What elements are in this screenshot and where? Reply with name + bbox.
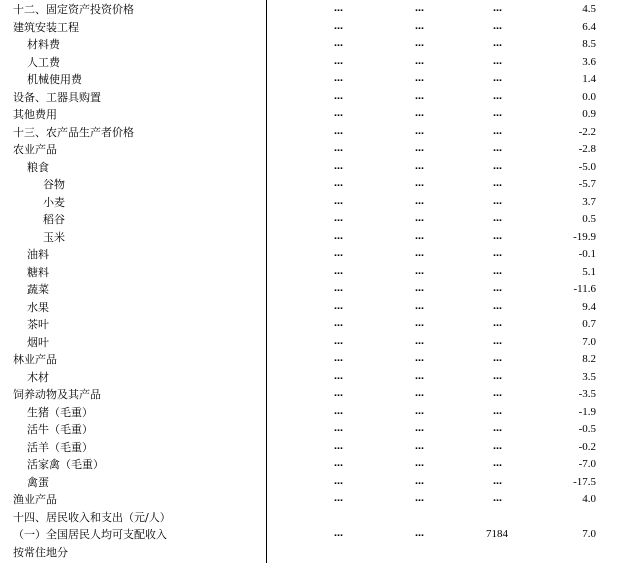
cell-c3: … xyxy=(493,161,501,172)
cell-c3: … xyxy=(493,196,501,207)
cell-c2: … xyxy=(415,319,423,329)
row-label: 设备、工器具购置 xyxy=(13,90,101,104)
cell-c2: … xyxy=(415,21,423,32)
table-row xyxy=(0,439,641,457)
row-label: 材料费 xyxy=(27,38,60,51)
cell-c2: … xyxy=(415,336,423,347)
cell-c2: … xyxy=(415,266,423,277)
row-label: 十四、居民收入和支出（元/人） xyxy=(13,510,171,524)
row-label: 木材 xyxy=(27,370,49,384)
table-row xyxy=(0,474,641,492)
cell-value: 1.4 xyxy=(582,73,596,85)
cell-c1: … xyxy=(334,389,342,399)
cell-c1: … xyxy=(334,354,342,364)
row-label: 蔬菜 xyxy=(27,283,49,296)
cell-c3: … xyxy=(493,39,501,49)
cell-c2: … xyxy=(415,39,423,49)
cell-c1: … xyxy=(334,406,342,417)
cell-value: 0.7 xyxy=(582,318,596,330)
cell-c2: … xyxy=(415,161,423,172)
cell-c3: … xyxy=(493,126,501,137)
cell-c1: … xyxy=(334,21,342,32)
row-label: 生猪（毛重） xyxy=(27,405,93,419)
row-label: 林业产品 xyxy=(13,353,57,366)
table-row xyxy=(0,264,641,282)
cell-c1: … xyxy=(334,529,342,539)
table-row xyxy=(0,369,641,387)
cell-c3: … xyxy=(493,179,501,189)
table-row xyxy=(0,404,641,422)
cell-c2: … xyxy=(415,74,423,84)
table-row xyxy=(0,211,641,229)
cell-value: 3.7 xyxy=(582,195,596,208)
row-label: 十三、农产品生产者价格 xyxy=(13,125,134,139)
row-label: 烟叶 xyxy=(27,335,49,349)
cell-c1: … xyxy=(334,476,342,487)
cell-c3: … xyxy=(493,56,501,67)
row-label: 农业产品 xyxy=(13,143,57,156)
cell-value: -5.7 xyxy=(578,178,596,190)
cell-c3: … xyxy=(493,459,501,469)
cell-c1: … xyxy=(334,126,342,137)
cell-value: 7.0 xyxy=(582,335,596,348)
cell-c3: … xyxy=(493,4,501,14)
table-row xyxy=(0,89,641,107)
cell-c1: … xyxy=(334,494,342,504)
row-label: 活家禽（毛重） xyxy=(27,458,104,471)
cell-c3: … xyxy=(493,336,501,347)
table-row xyxy=(0,386,641,404)
cell-c3: … xyxy=(493,371,501,382)
cell-c3: … xyxy=(493,441,501,452)
cell-c2: … xyxy=(415,406,423,417)
cell-value: 3.5 xyxy=(582,370,596,383)
cell-value: -5.0 xyxy=(578,160,596,173)
table-row xyxy=(0,351,641,369)
cell-value: 4.0 xyxy=(582,493,596,505)
cell-c2: … xyxy=(415,214,423,224)
cell-value: -0.1 xyxy=(578,248,596,260)
row-label: 按常住地分 xyxy=(13,545,68,559)
cell-c1: … xyxy=(334,424,342,434)
cell-value: -17.5 xyxy=(573,475,596,488)
cell-c3: … xyxy=(493,74,501,84)
cell-c1: … xyxy=(334,161,342,172)
cell-c3: … xyxy=(493,91,501,102)
cell-value: -2.8 xyxy=(578,143,596,155)
row-label: 粮食 xyxy=(27,160,49,174)
table-row xyxy=(0,246,641,264)
cell-value: 5.1 xyxy=(582,265,596,278)
cell-value: -0.2 xyxy=(578,440,596,453)
table-row xyxy=(0,71,641,89)
cell-c3: … xyxy=(493,214,501,224)
cell-c2: … xyxy=(415,284,423,294)
cell-c1: … xyxy=(334,74,342,84)
cell-c3: … xyxy=(493,354,501,364)
cell-c2: … xyxy=(415,301,423,312)
row-label: 其他费用 xyxy=(13,108,57,121)
cell-value: -7.0 xyxy=(578,458,596,470)
table-row xyxy=(0,141,641,159)
row-label: 禽蛋 xyxy=(27,475,49,489)
table-row xyxy=(0,124,641,142)
row-label: 建筑安装工程 xyxy=(13,20,79,34)
table-row xyxy=(0,19,641,37)
table-row xyxy=(0,526,641,544)
cell-c3: … xyxy=(493,424,501,434)
cell-value: -3.5 xyxy=(578,388,596,400)
cell-c3: … xyxy=(493,406,501,417)
cell-c2: … xyxy=(415,249,423,259)
cell-c3: … xyxy=(493,389,501,399)
cell-c2: … xyxy=(415,144,423,154)
cell-value: -11.6 xyxy=(573,283,596,295)
cell-value: 8.2 xyxy=(582,353,596,365)
cell-c2: … xyxy=(415,459,423,469)
row-label: 水果 xyxy=(27,300,49,314)
cell-c3: … xyxy=(493,476,501,487)
row-label: 油料 xyxy=(27,248,49,261)
row-label: （一）全国居民人均可支配收入 xyxy=(13,528,167,541)
cell-c3: 7184 xyxy=(486,528,508,540)
cell-c1: … xyxy=(334,319,342,329)
cell-c1: … xyxy=(334,179,342,189)
table-row xyxy=(0,544,641,562)
cell-c1: … xyxy=(334,459,342,469)
table-row xyxy=(0,316,641,334)
cell-c2: … xyxy=(415,529,423,539)
table-row xyxy=(0,334,641,352)
cell-c1: … xyxy=(334,144,342,154)
cell-c1: … xyxy=(334,91,342,102)
table-row xyxy=(0,456,641,474)
cell-value: 6.4 xyxy=(582,20,596,33)
row-label: 茶叶 xyxy=(27,318,49,331)
table-row xyxy=(0,299,641,317)
cell-c1: … xyxy=(334,231,342,242)
cell-c2: … xyxy=(415,179,423,189)
cell-c2: … xyxy=(415,424,423,434)
cell-c1: … xyxy=(334,441,342,452)
row-label: 谷物 xyxy=(43,178,65,191)
cell-c2: … xyxy=(415,389,423,399)
row-label: 稻谷 xyxy=(43,213,65,226)
table-row xyxy=(0,54,641,72)
table-row xyxy=(0,36,641,54)
cell-c1: … xyxy=(334,284,342,294)
table-row xyxy=(0,106,641,124)
cell-c3: … xyxy=(493,109,501,119)
cell-c3: … xyxy=(493,494,501,504)
cell-value: -0.5 xyxy=(578,423,596,435)
row-label: 机械使用费 xyxy=(27,73,82,86)
cell-c2: … xyxy=(415,109,423,119)
row-label: 糖料 xyxy=(27,265,49,279)
cell-value: 9.4 xyxy=(582,300,596,313)
cell-c1: … xyxy=(334,214,342,224)
cell-c2: … xyxy=(415,126,423,137)
cell-c3: … xyxy=(493,319,501,329)
cell-c2: … xyxy=(415,231,423,242)
cell-c3: … xyxy=(493,284,501,294)
table-row xyxy=(0,194,641,212)
cell-c2: … xyxy=(415,4,423,14)
row-label: 人工费 xyxy=(27,55,60,69)
cell-c1: … xyxy=(334,266,342,277)
cell-c1: … xyxy=(334,109,342,119)
row-label: 玉米 xyxy=(43,230,65,244)
cell-c2: … xyxy=(415,441,423,452)
cell-c2: … xyxy=(415,196,423,207)
cell-c2: … xyxy=(415,476,423,487)
row-label: 饲养动物及其产品 xyxy=(13,388,101,401)
row-label: 小麦 xyxy=(43,195,65,209)
cell-c1: … xyxy=(334,4,342,14)
row-label: 渔业产品 xyxy=(13,493,57,506)
cell-c3: … xyxy=(493,301,501,312)
cell-c1: … xyxy=(334,301,342,312)
table-row xyxy=(0,491,641,509)
cell-c3: … xyxy=(493,144,501,154)
cell-value: 8.5 xyxy=(582,38,596,50)
cell-value: 0.0 xyxy=(582,90,596,103)
cell-c1: … xyxy=(334,39,342,49)
cell-c2: … xyxy=(415,371,423,382)
cell-value: -19.9 xyxy=(573,230,596,243)
table-row xyxy=(0,176,641,194)
cell-value: 7.0 xyxy=(582,528,596,540)
cell-value: -1.9 xyxy=(578,405,596,418)
cell-c1: … xyxy=(334,336,342,347)
cell-c3: … xyxy=(493,231,501,242)
cell-c1: … xyxy=(334,56,342,67)
table-row xyxy=(0,281,641,299)
table-row xyxy=(0,421,641,439)
cell-c2: … xyxy=(415,91,423,102)
cell-c2: … xyxy=(415,354,423,364)
cell-value: 4.5 xyxy=(582,3,596,15)
table-row xyxy=(0,1,641,19)
cell-c2: … xyxy=(415,56,423,67)
cell-value: 0.5 xyxy=(582,213,596,225)
row-label: 活羊（毛重） xyxy=(27,440,93,454)
cell-c1: … xyxy=(334,371,342,382)
cell-value: -2.2 xyxy=(578,125,596,138)
table-row xyxy=(0,229,641,247)
cell-c3: … xyxy=(493,266,501,277)
cell-c1: … xyxy=(334,249,342,259)
cell-c3: … xyxy=(493,249,501,259)
cell-value: 3.6 xyxy=(582,55,596,68)
table-row xyxy=(0,159,641,177)
row-label: 十二、固定资产投资价格 xyxy=(13,3,134,16)
cell-c1: … xyxy=(334,196,342,207)
cell-c2: … xyxy=(415,494,423,504)
cell-value: 0.9 xyxy=(582,108,596,120)
cell-c3: … xyxy=(493,21,501,32)
table-row xyxy=(0,509,641,527)
row-label: 活牛（毛重） xyxy=(27,423,93,436)
